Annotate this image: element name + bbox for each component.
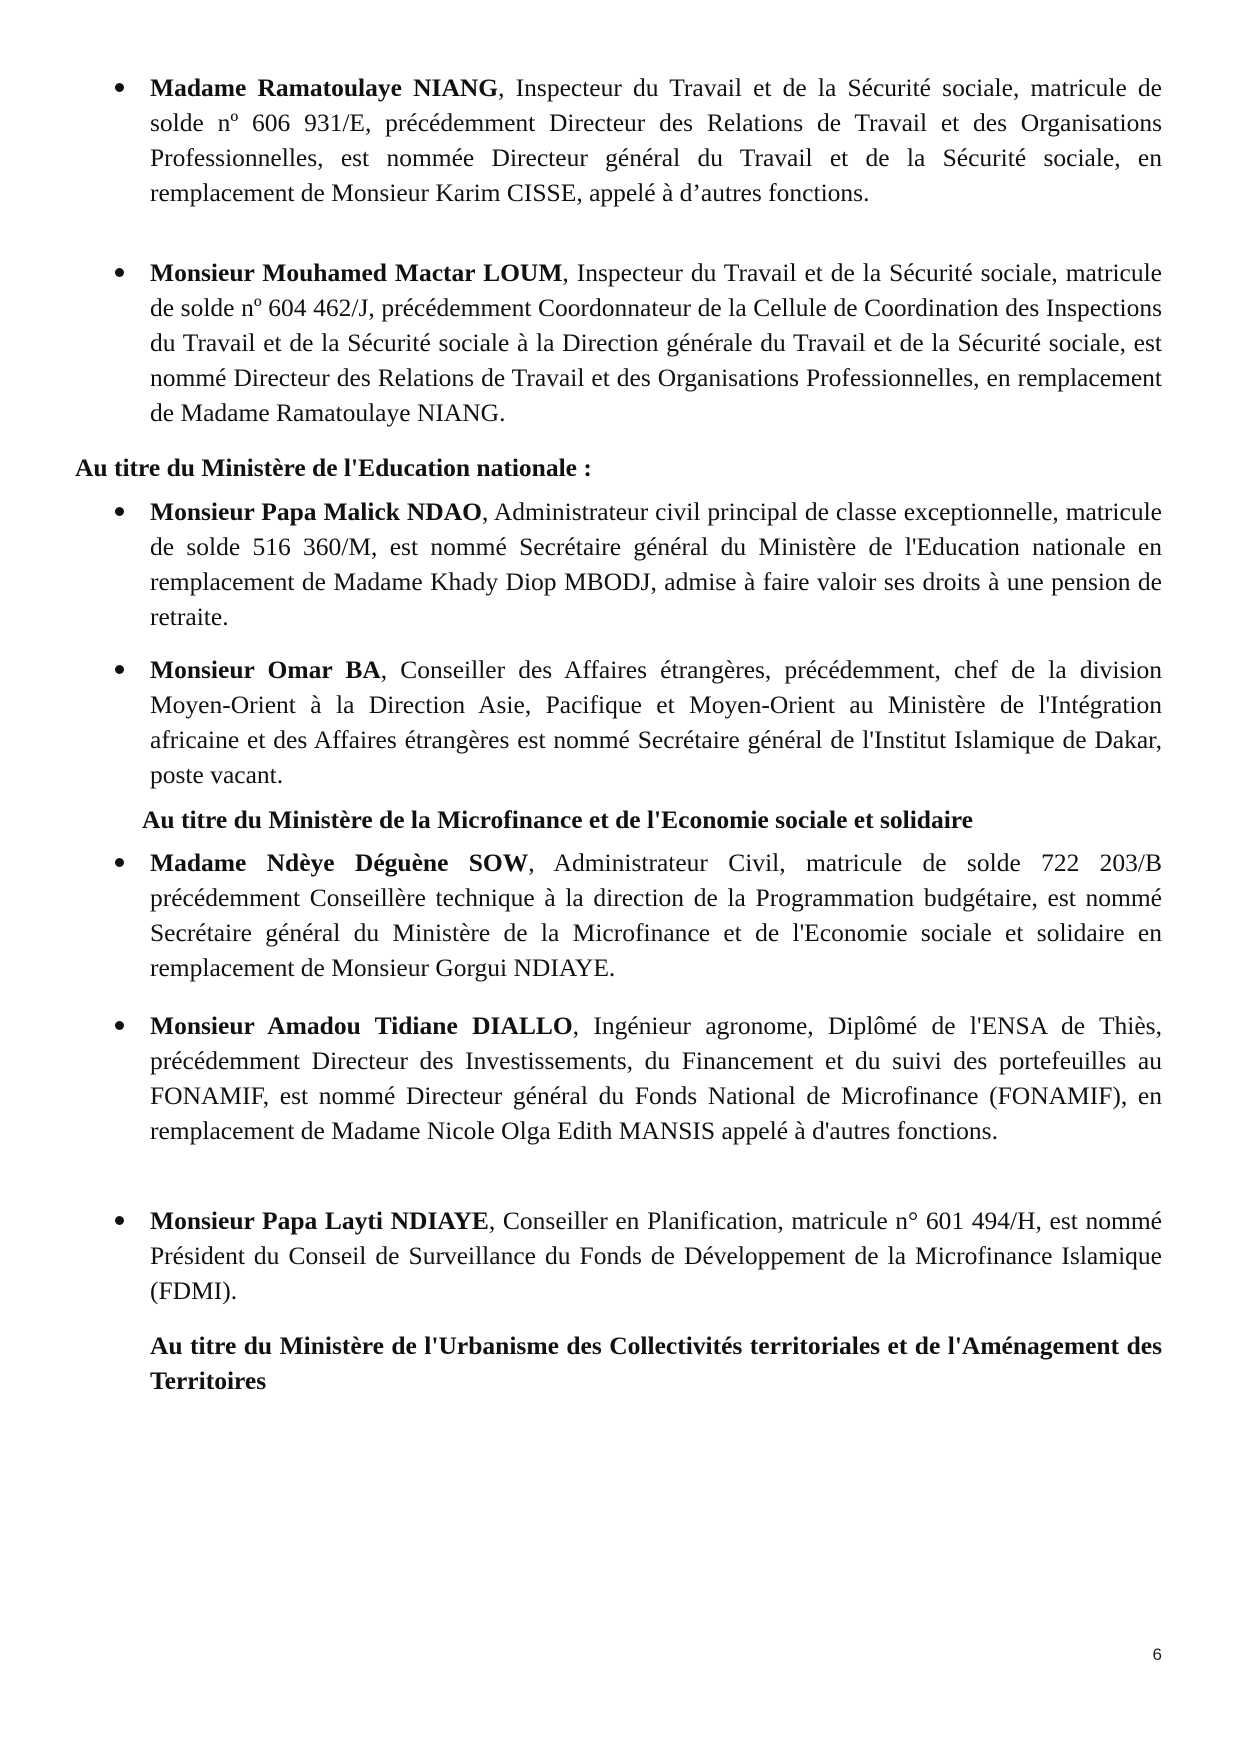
bullet-icon (115, 665, 124, 674)
appointment-text: , Administrateur civil principal de classe exceptionnelle, matricule de solde 516 360/M, est nommé Secrétaire général du Ministère de l'Education nationale en remplacement de Madame Khady Diop MBODJ, admise à faire valoir ses droits à une pension de retraite. (150, 497, 1162, 631)
appointment-text: , Administrateur Civil, matricule de solde 722 203/B précédemment Conseillère technique à la direction de la Programmation budgétaire, est nommé Secrétaire général du Ministère de la Microfinance et de l'Economie sociale et solidaire en remplacement de Monsieur Gorgui NDIAYE. (150, 848, 1162, 982)
list-item (150, 652, 1162, 792)
list-item (150, 1203, 1162, 1308)
page-number: 6 (1152, 1645, 1162, 1664)
list-item (150, 255, 1162, 430)
section-heading-education: Au titre du Ministère de l'Education nationale : (75, 453, 592, 482)
appointee-name: Monsieur Omar BA (150, 655, 381, 684)
bullet-icon (115, 507, 124, 516)
bullet-icon (115, 858, 124, 867)
appointment-text: , Inspecteur du Travail et de la Sécurité sociale, matricule de solde nº 604 462/J, précédemment Coordonnateur de la Cellule de Coordination des Inspections du Travail et de la Sécurité sociale à la Direction générale du Travail et de la Sécurité sociale, est nommé Directeur des Relations de Travail et des Organisations Professionnelles, en remplacement de Madame Ramatoulaye NIANG. (150, 258, 1163, 427)
bullet-icon (115, 268, 124, 277)
list-item (150, 70, 1162, 210)
list-item (150, 494, 1162, 634)
appointee-name: Monsieur Papa Malick NDAO (150, 497, 482, 526)
list-item (150, 845, 1162, 985)
section-heading-microfinance: Au titre du Ministère de la Microfinance et de l'Economie sociale et solidaire (142, 805, 973, 834)
bullet-icon (115, 1021, 124, 1030)
appointment-text: , Ingénieur agronome, Diplômé de l'ENSA de Thiès, précédemment Directeur des Investissements, du Financement et du suivi des portefeuilles au FONAMIF, est nommé Directeur général du Fonds National de Microfinance (FONAMIF), en remplacement de Madame Nicole Olga Edith MANSIS appelé à d'autres fonctions. (150, 1011, 1162, 1145)
appointee-name: Monsieur Mouhamed Mactar LOUM (150, 258, 563, 287)
bullet-icon (115, 83, 124, 92)
appointment-text: , Inspecteur du Travail et de la Sécurité sociale, matricule de solde nº 606 931/E, précédemment Directeur des Relations de Travail et des Organisations Professionnelles, est nommée Directeur général du Travail et de la Sécurité sociale, en remplacement de Monsieur Karim CISSE, appelé à d’autres fonctions. (150, 73, 1162, 207)
appointment-text: , Conseiller des Affaires étrangères, précédemment, chef de la division Moyen-Orient à la Direction Asie, Pacifique et Moyen-Orient au Ministère de l'Intégration africaine et des Affaires étrangères est nommé Secrétaire général de l'Institut Islamique de Dakar, poste vacant. (150, 655, 1162, 789)
appointment-text: , Conseiller en Planification, matricule n° 601 494/H, est nommé Président du Conseil de Surveillance du Fonds de Développement de la Microfinance Islamique (FDMI). (150, 1206, 1162, 1305)
appointee-name: Monsieur Amadou Tidiane DIALLO (150, 1011, 573, 1040)
bullet-icon (115, 1216, 124, 1225)
list-item (150, 1008, 1162, 1148)
appointee-name: Madame Ndèye Déguène SOW (150, 848, 529, 877)
appointee-name: Monsieur Papa Layti NDIAYE (150, 1206, 489, 1235)
section-heading-urbanisme: Au titre du Ministère de l'Urbanisme des Collectivités territoriales et de l'Aménagement des Territoires (150, 1331, 1162, 1395)
appointee-name: Madame Ramatoulaye NIANG (150, 73, 499, 102)
